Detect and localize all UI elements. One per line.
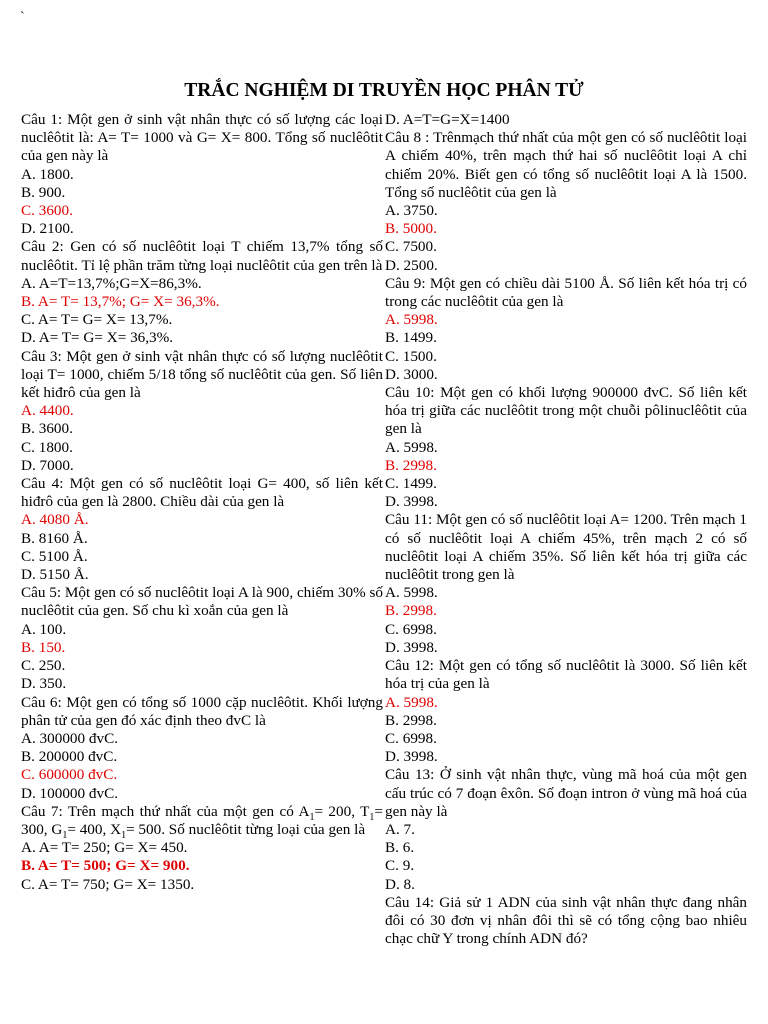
answer-option: C. 1499. (385, 475, 437, 493)
answer-option-correct: B. 2998. (385, 456, 437, 474)
question-text: Câu 1: Một gen ở sinh vật nhân thực có số lượng các loại nuclêôtit là: A= T= 1000 và G= X= 800. Tổng số nuclêôtit của gen này là (21, 111, 383, 165)
question-text: Câu 5: Một gen có số nuclêôtit loại A là 900, chiếm 30% số nuclêôtit của gen. Số chu kì xoắn của gen là (21, 584, 383, 620)
answer-option: D. 3000. (385, 365, 438, 383)
question-text: Câu 10: Một gen có khối lượng 900000 đvC. Số liên kết hóa trị giữa các nuclêôtit trong một chuỗi pôlinuclêôtit của gen là (385, 384, 747, 438)
answer-option-correct: B. A= T= 500; G= X= 900. (21, 857, 190, 875)
answer-option: A. A=T=13,7%;G=X=86,3%. (21, 274, 202, 292)
answer-option: C. 1500. (385, 347, 437, 365)
answer-option: A. 300000 đvC. (21, 729, 119, 747)
answer-option: D. A=T=G=X=1400 (385, 111, 510, 128)
question-fragment: Câu 7: Trên mạch thứ nhất của một gen có A (21, 802, 310, 820)
answer-option-correct: A. 4080 Å. (21, 511, 89, 529)
answer-option: B. 3600. (21, 420, 73, 438)
answer-option: D. 2100. (21, 220, 74, 238)
answer-option: B. 8160 Å. (21, 529, 88, 547)
subscript: 1 (121, 829, 127, 841)
answer-option-correct: B. 150. (21, 638, 66, 656)
question-text: Câu 4: Một gen có số nuclêôtit loại G= 400, số liên kết hiđrô của gen là 2800. Chiều dài của gen là (21, 475, 383, 511)
answer-option-correct: B. 5000. (385, 220, 437, 238)
question-fragment: = 500. Số nuclêôtit từng loại của gen là (126, 820, 366, 838)
question-text: Câu 12: Một gen có tổng số nuclêôtit là 3000. Số liên kết hóa trị của gen là (385, 657, 747, 693)
answer-option: D. 7000. (21, 456, 74, 474)
question-text: Câu 2: Gen có số nuclêôtit loại T chiếm 13,7% tổng số nuclêôtit. Tỉ lệ phần trăm từng loại nuclêôtit của gen trên là (21, 238, 383, 274)
subscript: 1 (309, 811, 315, 823)
answer-option: D. 8. (385, 875, 415, 893)
answer-option-correct: C. 600000 đvC. (21, 766, 118, 784)
answer-option: D. 3998. (385, 493, 438, 511)
answer-option: A. A= T= 250; G= X= 450. (21, 839, 188, 857)
question-text: Câu 9: Một gen có chiều dài 5100 Å. Số liên kết hóa trị có trong các nuclêôtit của gen là (385, 274, 747, 311)
answer-option: C. 6998. (385, 729, 437, 747)
answer-option: C. 5100 Å. (21, 547, 88, 565)
answer-option: C. 1800. (21, 438, 73, 456)
question-fragment: = 400, X (67, 820, 122, 838)
subscript: 1 (62, 829, 68, 841)
answer-option: C. 6998. (385, 620, 437, 638)
answer-option: D. 3998. (385, 638, 438, 656)
answer-option: C. 250. (21, 657, 66, 675)
answer-option-correct: A. 5998. (385, 311, 438, 329)
question-text: Câu 14: Giả sử 1 ADN của sinh vật nhân thực đang nhân đôi có 30 đơn vị nhân đôi thì sẽ có tổng cộng bao nhiêu chạc chữ Y trong chính ADN đó? (385, 893, 747, 948)
page-title: TRẮC NGHIỆM DI TRUYỀN HỌC PHÂN TỬ (184, 80, 584, 101)
answer-option: B. 1499. (385, 329, 437, 347)
answer-option: C. 7500. (385, 238, 437, 256)
question-text: Câu 8 : Trênmạch thứ nhất của một gen có số nuclêôtit loại A chiếm 40%, trên mạch thứ hai số nuclêôtit loại A chỉ chiếm 20%. Biết gen có tổng số nuclêôtit loại A là 1500. Tổng số nuclêôtit của gen là (385, 129, 747, 201)
left-column (21, 111, 383, 894)
question-text: Câu 13: Ở sinh vật nhân thực, vùng mã hoá của một gen cấu trúc có 7 đoạn êxôn. Số đoạn intron ở vùng mã hoá của gen này là (385, 766, 747, 820)
answer-option: B. 900. (21, 183, 66, 201)
answer-option: C. 9. (385, 857, 415, 875)
question-text (21, 803, 383, 839)
answer-option: A. 1800. (21, 165, 74, 183)
answer-option: B. 2998. (385, 711, 437, 729)
answer-option: D. 2500. (385, 256, 438, 274)
question-text: Câu 6: Một gen có tổng số 1000 cặp nuclêôtit. Khối lượng phân tử của gen đó xác định theo đvC là (21, 693, 383, 729)
answer-option: D. 100000 đvC. (21, 784, 119, 802)
answer-option: C. A= T= G= X= 13,7%. (21, 311, 173, 329)
question-text: Câu 11: Một gen có số nuclêôtit loại A= 1200. Trên mạch 1 có số nuclêôtit loại A chiếm 45%, trên mạch 2 có số nuclêôtit loại A chiếm 35%. Số liên kết hóa trị giữa các nuclêôtit trong gen là (385, 511, 747, 584)
answer-option: B. 200000 đvC. (21, 748, 118, 766)
answer-option-correct: C. 3600. (21, 202, 73, 220)
answer-option: A. 5998. (385, 438, 438, 456)
question-fragment: = 300, G (21, 802, 383, 838)
right-column (385, 111, 747, 948)
answer-option: D. 5150 Å. (21, 566, 89, 584)
answer-option: A. 3750. (385, 202, 438, 220)
answer-option-correct: B. A= T= 13,7%; G= X= 36,3%. (21, 293, 220, 311)
answer-option: D. 3998. (385, 748, 438, 766)
answer-option: A. 7. (385, 820, 415, 838)
corner-mark: ` (20, 10, 25, 25)
answer-option: D. 350. (21, 675, 67, 693)
answer-option: D. A= T= G= X= 36,3%. (21, 329, 174, 347)
answer-option-correct: A. 4400. (21, 402, 74, 420)
question-fragment: = 200, T (314, 802, 370, 820)
question-text: Câu 3: Một gen ở sinh vật nhân thực có số lượng nuclêôtit loại T= 1000, chiếm 5/18 tổng số nuclêôtit của gen. Số liên kết hiđrô của gen là (21, 347, 383, 402)
answer-option-correct: B. 2998. (385, 602, 437, 620)
subscript: 1 (369, 811, 375, 823)
answer-option-correct: A. 5998. (385, 693, 438, 711)
answer-option: B. 6. (385, 839, 415, 857)
answer-option: A. 100. (21, 620, 67, 638)
answer-option: A. 5998. (385, 584, 438, 602)
answer-option: C. A= T= 750; G= X= 1350. (21, 875, 195, 893)
